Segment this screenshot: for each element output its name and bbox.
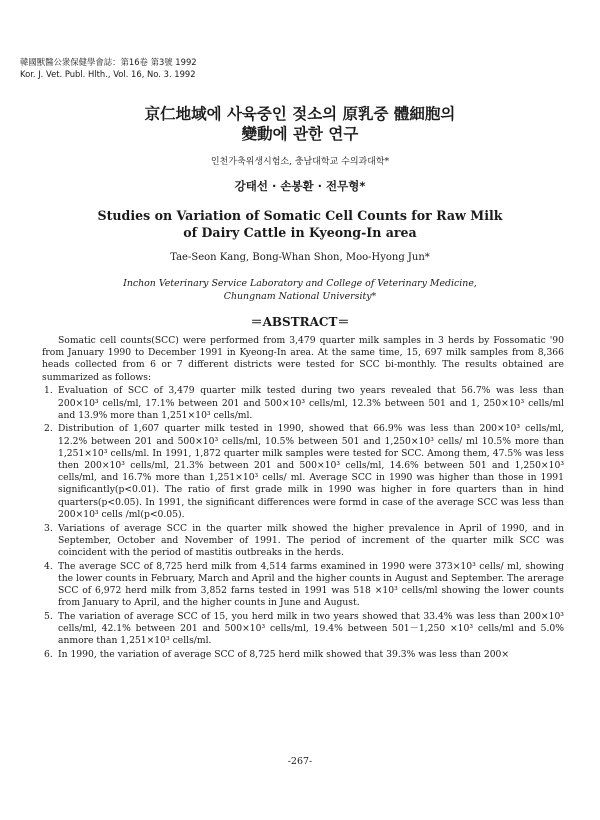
korean-title [0, 104, 600, 144]
english-title [0, 207, 600, 241]
result-number: 1. [44, 385, 53, 397]
result-number: 2. [44, 423, 53, 435]
result-item [42, 523, 564, 560]
abstract-heading: ＝ABSTRACT＝ [250, 315, 350, 329]
english-title-line-1: Studies on Variation of Somatic Cell Counts for Raw Milk [97, 208, 503, 223]
journal-name-korean: 韓國獸醫公衆保健學會誌：第16卷 第3號 1992 [20, 57, 197, 67]
english-affiliation-line-1: Inchon Veterinary Service Laboratory and College of Veterinary Medicine, [123, 278, 477, 289]
abstract-body [42, 335, 564, 661]
results-list [42, 385, 564, 661]
result-text: Evaluation of SCC of 3,479 quarter milk tested during two years revealed that 56.7% was less than 200×10³ cells/ml, 17.1% between 201 and 500×10³ cells/ml, 12.3% between 501 and 1, 250×10³ cells/ml and 13.9% more than 1,251×10³ cells/ml. [58, 385, 564, 421]
english-affiliation [0, 277, 600, 303]
english-authors: Tae-Seon Kang, Bong-Whan Shon, Moo-Hyong Jun* [170, 252, 430, 263]
result-item [42, 385, 564, 422]
result-item [42, 561, 564, 610]
korean-title-line-1: 京仁地域에 사육중인 젖소의 原乳중 體細胞의 [144, 104, 456, 123]
result-number: 3. [44, 522, 53, 534]
page-number: -267- [287, 756, 313, 767]
journal-name-english: Kor. J. Vet. Publ. Hlth., Vol. 16, No. 3. 1992 [20, 69, 196, 79]
result-number: 5. [44, 610, 53, 622]
result-item [42, 611, 564, 648]
english-title-line-2: of Dairy Cattle in Kyeong-In area [183, 225, 417, 240]
result-text: Distribution of 1,607 quarter milk tested in 1990, showed that 66.9% was less than 200×10³ cells/ml, 12.2% between 201 and 500×10³ cells/ml, 10.5% between 501 and 1,250×10³ cells/ ml 10.5% more than 1,251×10³ cells/ml. In 1991, 1,872 quarter milk samples were tested for SCC. Among them, 47.5% was less then 200×10³ cells/ml, 21.3% between 201 and 500×10³ cells/ml, 14.6% between 501 and 1,250×10³ cells/ml, and 16.7% more than 1,251×10³ cells/ ml. Average SCC in 1990 was higher than those in 1991 significantly(p<0.01). The ratio of first grade milk in 1990 was higher in fore quarters than in hind quarters(p<0.05). In 1991, the significant differences were formd in case of the average SCC was less than 200×10³ cells /ml(p<0.05). [58, 423, 564, 520]
result-number: 6. [44, 649, 53, 661]
result-text: In 1990, the variation of average SCC of 8,725 herd milk showed that 39.3% was less than 200× [58, 649, 510, 661]
result-text: Variations of average SCC in the quarter milk showed the higher prevalence in April of 1990, and in September, October and November of 1991. The period of increment of the quarter milk SCC was coincident with the period of mastitis outbreaks in the herds. [58, 522, 564, 558]
result-item [42, 649, 564, 661]
korean-affiliation: 인천가축위생시험소, 충남대학교 수의과대학* [210, 157, 390, 167]
abstract-intro: Somatic cell counts(SCC) were performed from 3,479 quarter milk samples in 3 herds by Fossomatic '90 from January 1990 to December 1991 in Kyeong-In area. At the same time, 15, 697 milk samples from 8,366 heads collected from 6 or 7 different districts were tested for SCC bi-monthly. The results obtained are summarized as follows: [42, 335, 564, 383]
korean-title-line-2: 變動에 관한 연구 [241, 124, 359, 143]
english-affiliation-line-2: Chungnam National University* [223, 291, 377, 302]
result-item [42, 423, 564, 521]
korean-authors: 강태선 · 손봉환 · 전무형* [234, 179, 366, 193]
journal-header [20, 56, 197, 80]
result-text: The variation of average SCC of 15, you herd milk in two years showed that 33.4% was less than 200×10³ cells/ml, 42.1% between 201 and 500×10³ cells/ml, 19.4% between 501－1,250 ×10³ cells/ml and 5.0% anmore than 1,251×10³ cells/ml. [58, 610, 564, 647]
result-number: 4. [44, 560, 53, 572]
result-text: The average SCC of 8,725 herd milk from 4,514 farms examined in 1990 were 373×10³ cells/ ml, showing the lower counts in February, March and April and the higher counts in August and September. The arerage SCC of 6,972 herd milk from 3,852 farns tested in 1991 was 518 ×10³ cells/ml showing the lower counts from January to April, and the higher counts in June and August. [58, 560, 564, 609]
